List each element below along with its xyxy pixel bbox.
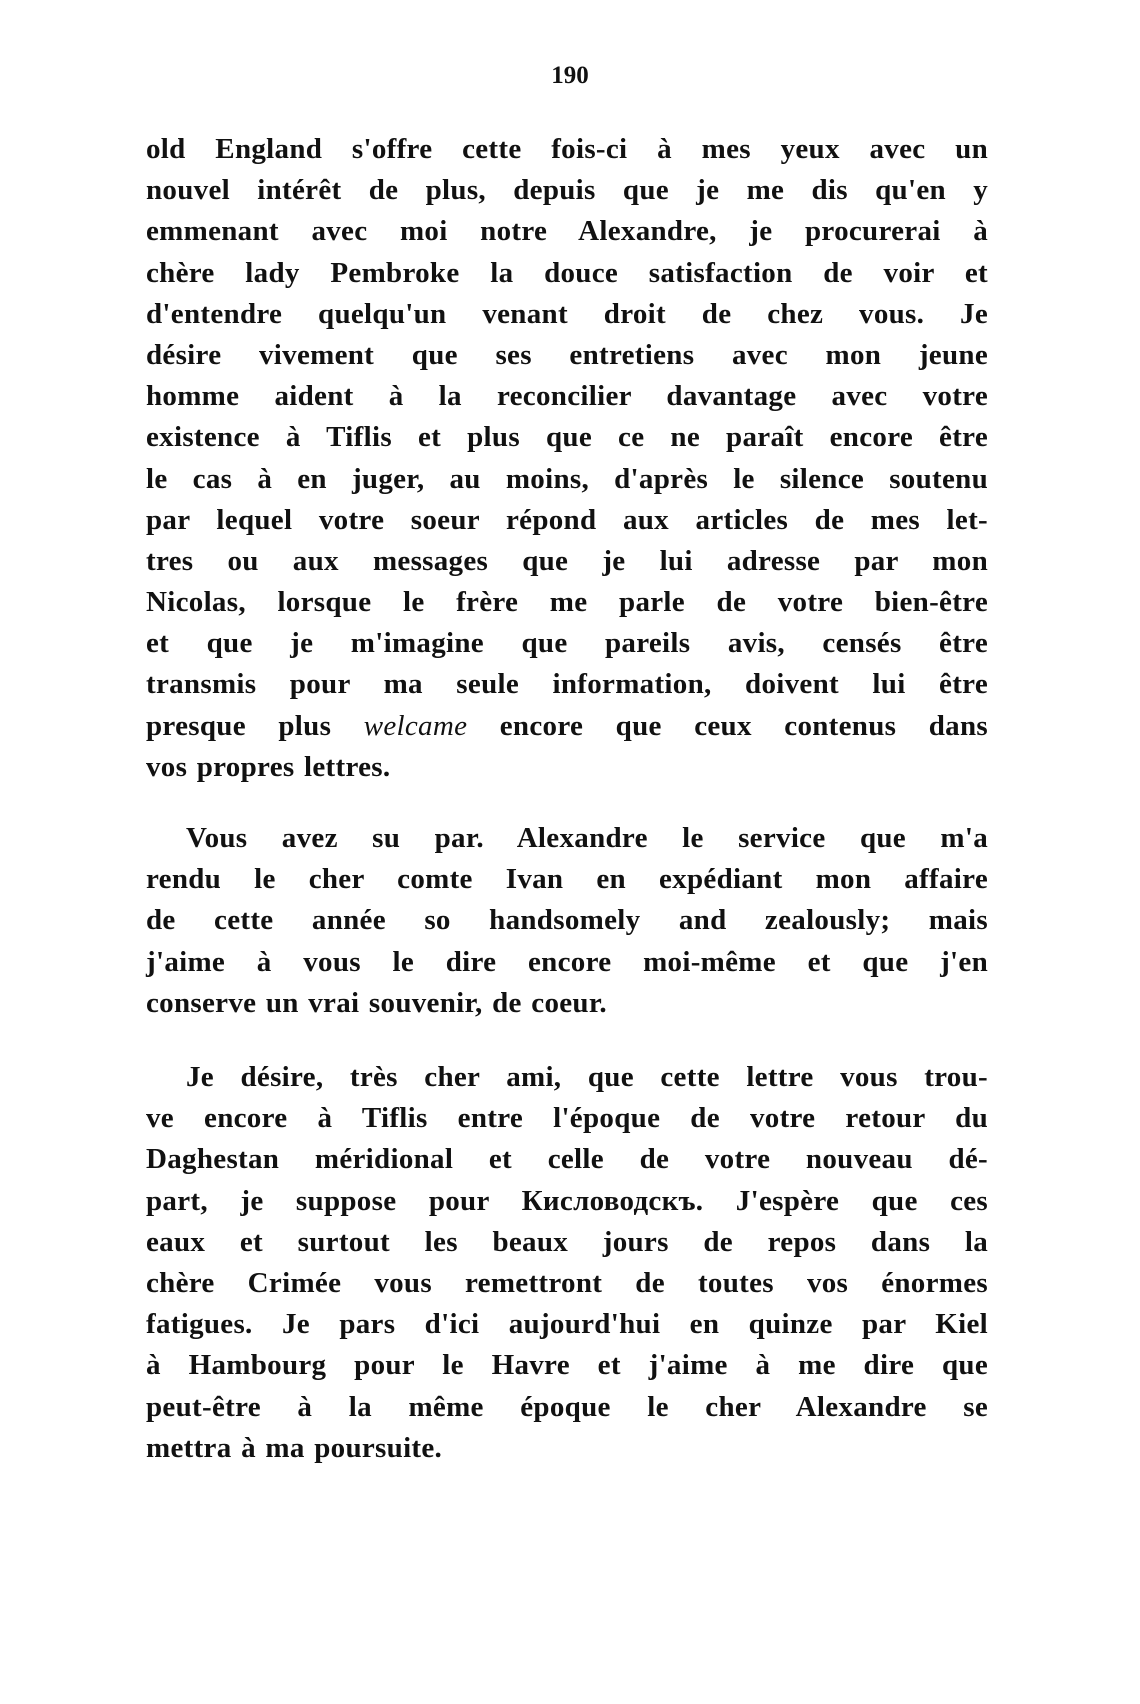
text-line: eaux et surtout les beaux jours de repos dans la [146, 1225, 988, 1258]
text-line: à Hambourg pour le Havre et j'aime à me dire que [146, 1349, 988, 1382]
text-line: le cas à en juger, au moins, d'après le silence soutenu [146, 462, 988, 495]
text-line: d'entendre quelqu'un venant droit de chez vous. Je [146, 297, 988, 330]
text-line: chère lady Pembroke la douce satisfaction de voir et [146, 256, 988, 289]
text-line: Nicolas, lorsque le frère me parle de votre bien-être [146, 586, 988, 619]
text-line: mettra à ma poursuite. [146, 1431, 443, 1464]
text-line: par lequel votre soeur répond aux articles de mes let- [146, 503, 988, 536]
page-number: 190 [551, 62, 589, 89]
text-line: Vous avez su par. Alexandre le service que m'a [186, 822, 988, 854]
text-line: old England s'offre cette fois-ci à mes yeux avec un [146, 133, 988, 165]
text-line: de cette année so handsomely and zealously; mais [146, 904, 988, 937]
text-line: rendu le cher comte Ivan en expédiant mon affaire [146, 863, 988, 896]
text-line: Je désire, très cher ami, que cette lettre vous trou- [186, 1061, 988, 1093]
text-line: part, je suppose pour Кисловодскъ. J'espère que ces [146, 1184, 988, 1217]
text-line: existence à Tiflis et plus que ce ne paraît encore être [146, 421, 988, 454]
paragraph-3 [146, 1057, 988, 1469]
text-line: Daghestan méridional et celle de votre nouveau dé- [146, 1143, 988, 1176]
text-line: nouvel intérêt de plus, depuis que je me dis qu'en y [146, 174, 988, 207]
text-line: désire vivement que ses entretiens avec mon jeune [146, 338, 988, 371]
text-line: fatigues. Je pars d'ici aujourd'hui en quinze par Kiel [146, 1308, 988, 1341]
text-line: j'aime à vous le dire encore moi-même et que j'en [146, 945, 988, 978]
text-line: vos propres lettres. [146, 750, 391, 783]
text-line: presque plus welcame encore que ceux contenus dans [146, 709, 988, 742]
italic-word: welcame [363, 709, 468, 742]
text-line: chère Crimée vous remettront de toutes vos énormes [146, 1266, 988, 1299]
text-line: ve encore à Tiflis entre l'époque de votre retour du [146, 1102, 988, 1135]
text-line: emmenant avec moi notre Alexandre, je procurerai à [146, 215, 988, 248]
text-line: transmis pour ma seule information, doivent lui être [146, 668, 988, 701]
paragraph-2 [146, 818, 988, 1024]
text-line: homme aident à la reconcilier davantage avec votre [146, 380, 988, 413]
paragraph-1 [146, 129, 988, 788]
text-line: tres ou aux messages que je lui adresse par mon [146, 544, 988, 577]
text-line: et que je m'imagine que pareils avis, censés être [146, 627, 988, 660]
text-line: conserve un vrai souvenir, de coeur. [146, 986, 607, 1019]
text-line: peut-être à la même époque le cher Alexandre se [146, 1390, 988, 1423]
